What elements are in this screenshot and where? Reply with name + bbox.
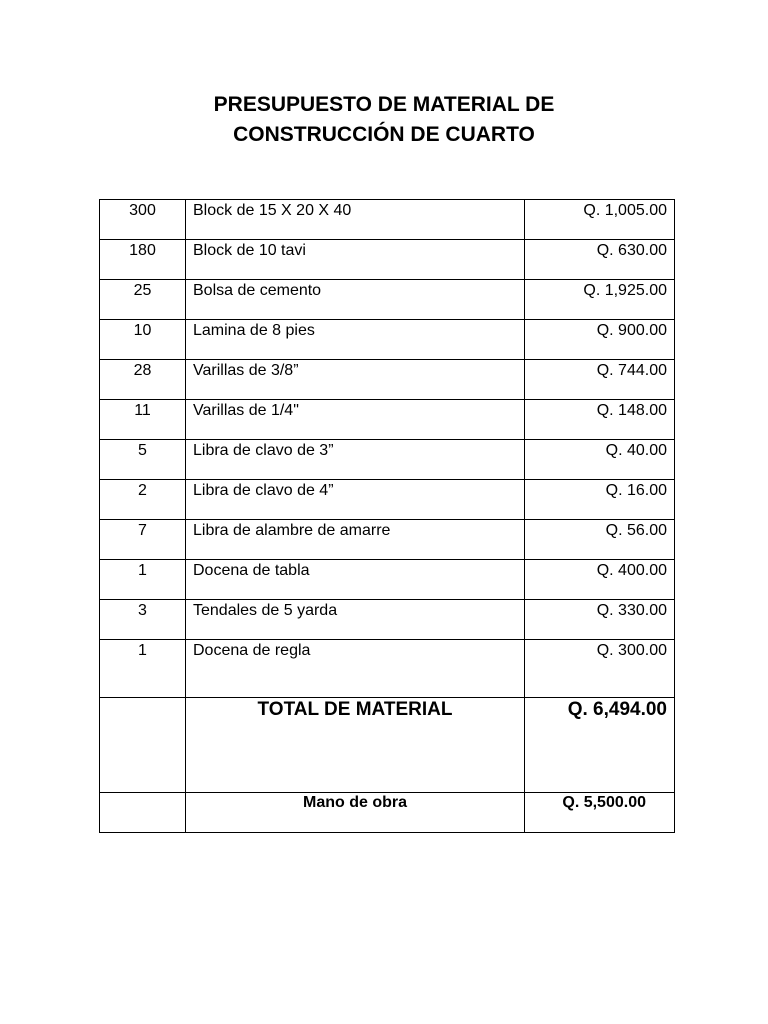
table-row	[100, 640, 675, 698]
description-cell: Tendales de 5 yarda	[186, 600, 525, 640]
table-row	[100, 520, 675, 560]
price-cell: Q. 630.00	[525, 240, 675, 280]
price-cell: Q. 330.00	[525, 600, 675, 640]
price-cell: Q. 56.00	[525, 520, 675, 560]
budget-table	[99, 199, 675, 833]
quantity-cell: 5	[100, 440, 186, 480]
description-cell: Block de 10 tavi	[186, 240, 525, 280]
table-row	[100, 240, 675, 280]
description-cell: Libra de clavo de 4”	[186, 480, 525, 520]
labor-value: Q. 5,500.00	[525, 793, 675, 833]
quantity-cell: 3	[100, 600, 186, 640]
quantity-cell: 25	[100, 280, 186, 320]
labor-label: Mano de obra	[186, 793, 525, 833]
price-cell: Q. 1,925.00	[525, 280, 675, 320]
quantity-cell: 28	[100, 360, 186, 400]
description-cell: Varillas de 3/8”	[186, 360, 525, 400]
description-cell: Docena de tabla	[186, 560, 525, 600]
title-line-2: CONSTRUCCIÓN DE CUARTO	[233, 123, 535, 146]
price-cell: Q. 16.00	[525, 480, 675, 520]
description-cell: Libra de clavo de 3”	[186, 440, 525, 480]
price-cell: Q. 400.00	[525, 560, 675, 600]
price-cell: Q. 744.00	[525, 360, 675, 400]
description-cell: Varillas de 1/4"	[186, 400, 525, 440]
quantity-cell: 10	[100, 320, 186, 360]
description-cell: Docena de regla	[186, 640, 525, 698]
quantity-cell: 2	[100, 480, 186, 520]
document-title	[0, 90, 768, 150]
table-row	[100, 400, 675, 440]
description-cell: Block de 15 X 20 X 40	[186, 200, 525, 240]
table-row	[100, 280, 675, 320]
price-cell: Q. 40.00	[525, 440, 675, 480]
price-cell: Q. 900.00	[525, 320, 675, 360]
table-row	[100, 320, 675, 360]
total-value: Q. 6,494.00	[525, 698, 675, 793]
empty-cell	[100, 698, 186, 793]
quantity-cell: 180	[100, 240, 186, 280]
quantity-cell: 7	[100, 520, 186, 560]
empty-cell	[100, 793, 186, 833]
description-cell: Bolsa de cemento	[186, 280, 525, 320]
description-cell: Lamina de 8 pies	[186, 320, 525, 360]
table-row	[100, 600, 675, 640]
table-row	[100, 360, 675, 400]
table-row	[100, 440, 675, 480]
description-cell: Libra de alambre de amarre	[186, 520, 525, 560]
quantity-cell: 300	[100, 200, 186, 240]
table-row	[100, 560, 675, 600]
price-cell: Q. 1,005.00	[525, 200, 675, 240]
total-label: TOTAL DE MATERIAL	[186, 698, 525, 793]
quantity-cell: 1	[100, 640, 186, 698]
quantity-cell: 11	[100, 400, 186, 440]
price-cell: Q. 300.00	[525, 640, 675, 698]
table-row	[100, 200, 675, 240]
title-line-1: PRESUPUESTO DE MATERIAL DE	[213, 93, 555, 116]
labor-row	[100, 793, 675, 833]
total-row	[100, 698, 675, 793]
price-cell: Q. 148.00	[525, 400, 675, 440]
table-row	[100, 480, 675, 520]
quantity-cell: 1	[100, 560, 186, 600]
